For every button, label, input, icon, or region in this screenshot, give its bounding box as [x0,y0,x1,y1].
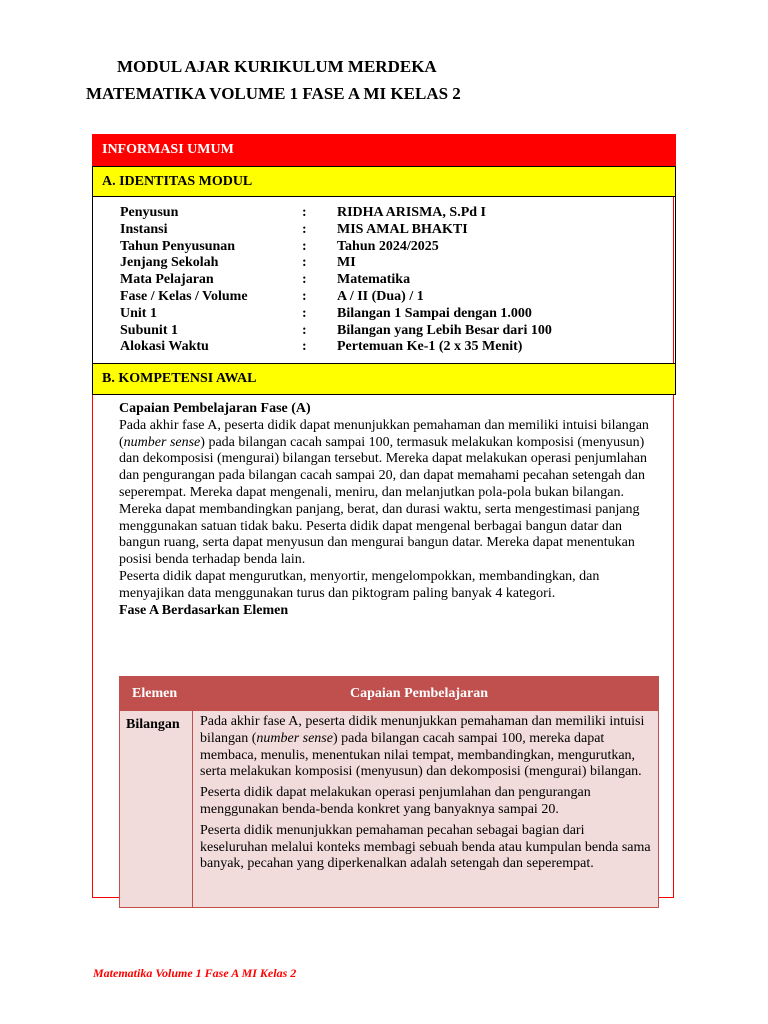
identity-colon: : [302,255,307,271]
section-competency-heading: B. KOMPETENSI AWAL [92,363,676,395]
identity-key: Instansi [120,221,168,237]
identity-colon: : [302,339,307,355]
competency-heading: Capaian Pembelajaran Fase (A) [119,401,311,416]
identity-key: Jenjang Sekolah [120,255,219,271]
element-table [119,676,659,908]
identity-colon: : [302,322,307,338]
section-general-info: INFORMASI UMUM [92,134,676,166]
section-identity-heading: A. IDENTITAS MODUL [92,166,676,197]
identity-key: Mata Pelajaran [120,272,214,288]
identity-key: Unit 1 [120,305,157,321]
description-paragraph-3: Peserta didik menunjukkan pemahaman pecahan sebagai bagian dari keseluruhan melalui konteks membagi sebuah benda atau kumpulan benda sama banyak, pecahan yang diperkenalkan adalah setengah dan seperempat. [200,822,651,872]
identity-value: MI [337,255,356,271]
element-name: Bilangan [120,711,193,907]
identity-value: Pertemuan Ke-1 (2 x 35 Menit) [337,339,523,355]
header-elemen: Elemen [132,686,178,701]
header-capaian: Capaian Pembelajaran [350,686,489,701]
identity-colon: : [302,205,307,220]
identity-key: Alokasi Waktu [120,339,209,355]
identity-key: Tahun Penyusunan [120,238,236,254]
identity-value: MIS AMAL BHAKTI [337,221,468,237]
description-paragraph-2: Peserta didik dapat melakukan operasi penjumlahan dan pengurangan menggunakan benda-benda konkret yang banyaknya sampai 20. [200,785,591,817]
document-title-line1: MODUL AJAR KURIKULUM MERDEKA [117,57,437,76]
identity-value: Bilangan yang Lebih Besar dari 100 [337,322,552,338]
competency-text [119,401,659,619]
description-paragraph-1: Pada akhir fase A, peserta didik menunjukkan pemahaman dan memiliki intuisi bilangan (number sense) pada bilangan cacah sampai 100, mereka dapat membaca, menulis, menentukan nilai tempat, membandingkan, mengurutkan, serta melakukan komposisi (menyusun) dan dekomposisi (mengurai) bilangan. [200,714,645,780]
page-footer: Matematika Volume 1 Fase A MI Kelas 2 [93,966,297,980]
identity-value: A / II (Dua) / 1 [337,289,424,304]
identity-colon: : [302,289,307,304]
identity-colon: : [302,272,307,288]
identity-colon: : [302,305,307,321]
identity-value: Tahun 2024/2025 [337,238,439,254]
element-description [200,714,655,877]
table-header [120,677,658,711]
table-row [120,711,658,907]
document-title-line2: MATEMATIKA VOLUME 1 FASE A MI KELAS 2 [86,84,461,103]
identity-key: Fase / Kelas / Volume [120,289,248,304]
identity-colon: : [302,221,307,237]
competency-paragraph-2: Peserta didik dapat mengurutkan, menyortir, mengelompokkan, membandingkan, dan menyajikan data menggunakan turus dan piktogram paling banyak 4 kategori. [119,568,600,601]
identity-key: Subunit 1 [120,322,178,338]
identity-value: Bilangan 1 Sampai dengan 1.000 [337,305,532,321]
identity-key: Penyusun [120,205,179,220]
identity-colon: : [302,238,307,254]
competency-subheading: Fase A Berdasarkan Elemen [119,602,289,618]
identity-value: Matematika [337,272,411,288]
identity-value: RIDHA ARISMA, S.Pd I [337,205,486,220]
competency-paragraph-1: Pada akhir fase A, peserta didik dapat menunjukkan pemahaman dan memiliki intuisi bilangan (number sense) pada bilangan cacah sampai 100, termasuk melakukan komposisi (menyusun) dan dekomposisi (mengurai) bilangan tersebut. Mereka dapat melakukan operasi penjumlahan dan pengurangan pada bilangan cacah sampai 20, dan dapat memahami pecahan setengah dan seperempat. Mereka dapat mengenali, meniru, dan melanjutkan pola-pola bukan bilangan. Mereka dapat membandingkan panjang, berat, dan durasi waktu, serta mengestimasi panjang menggunakan satuan tidak baku. Peserta didik dapat mengenal berbagai bangun datar dan bangun ruang, serta dapat menyusun dan mengurai bangun datar. Mereka dapat menentukan posisi benda terhadap benda lain. [119,417,649,568]
